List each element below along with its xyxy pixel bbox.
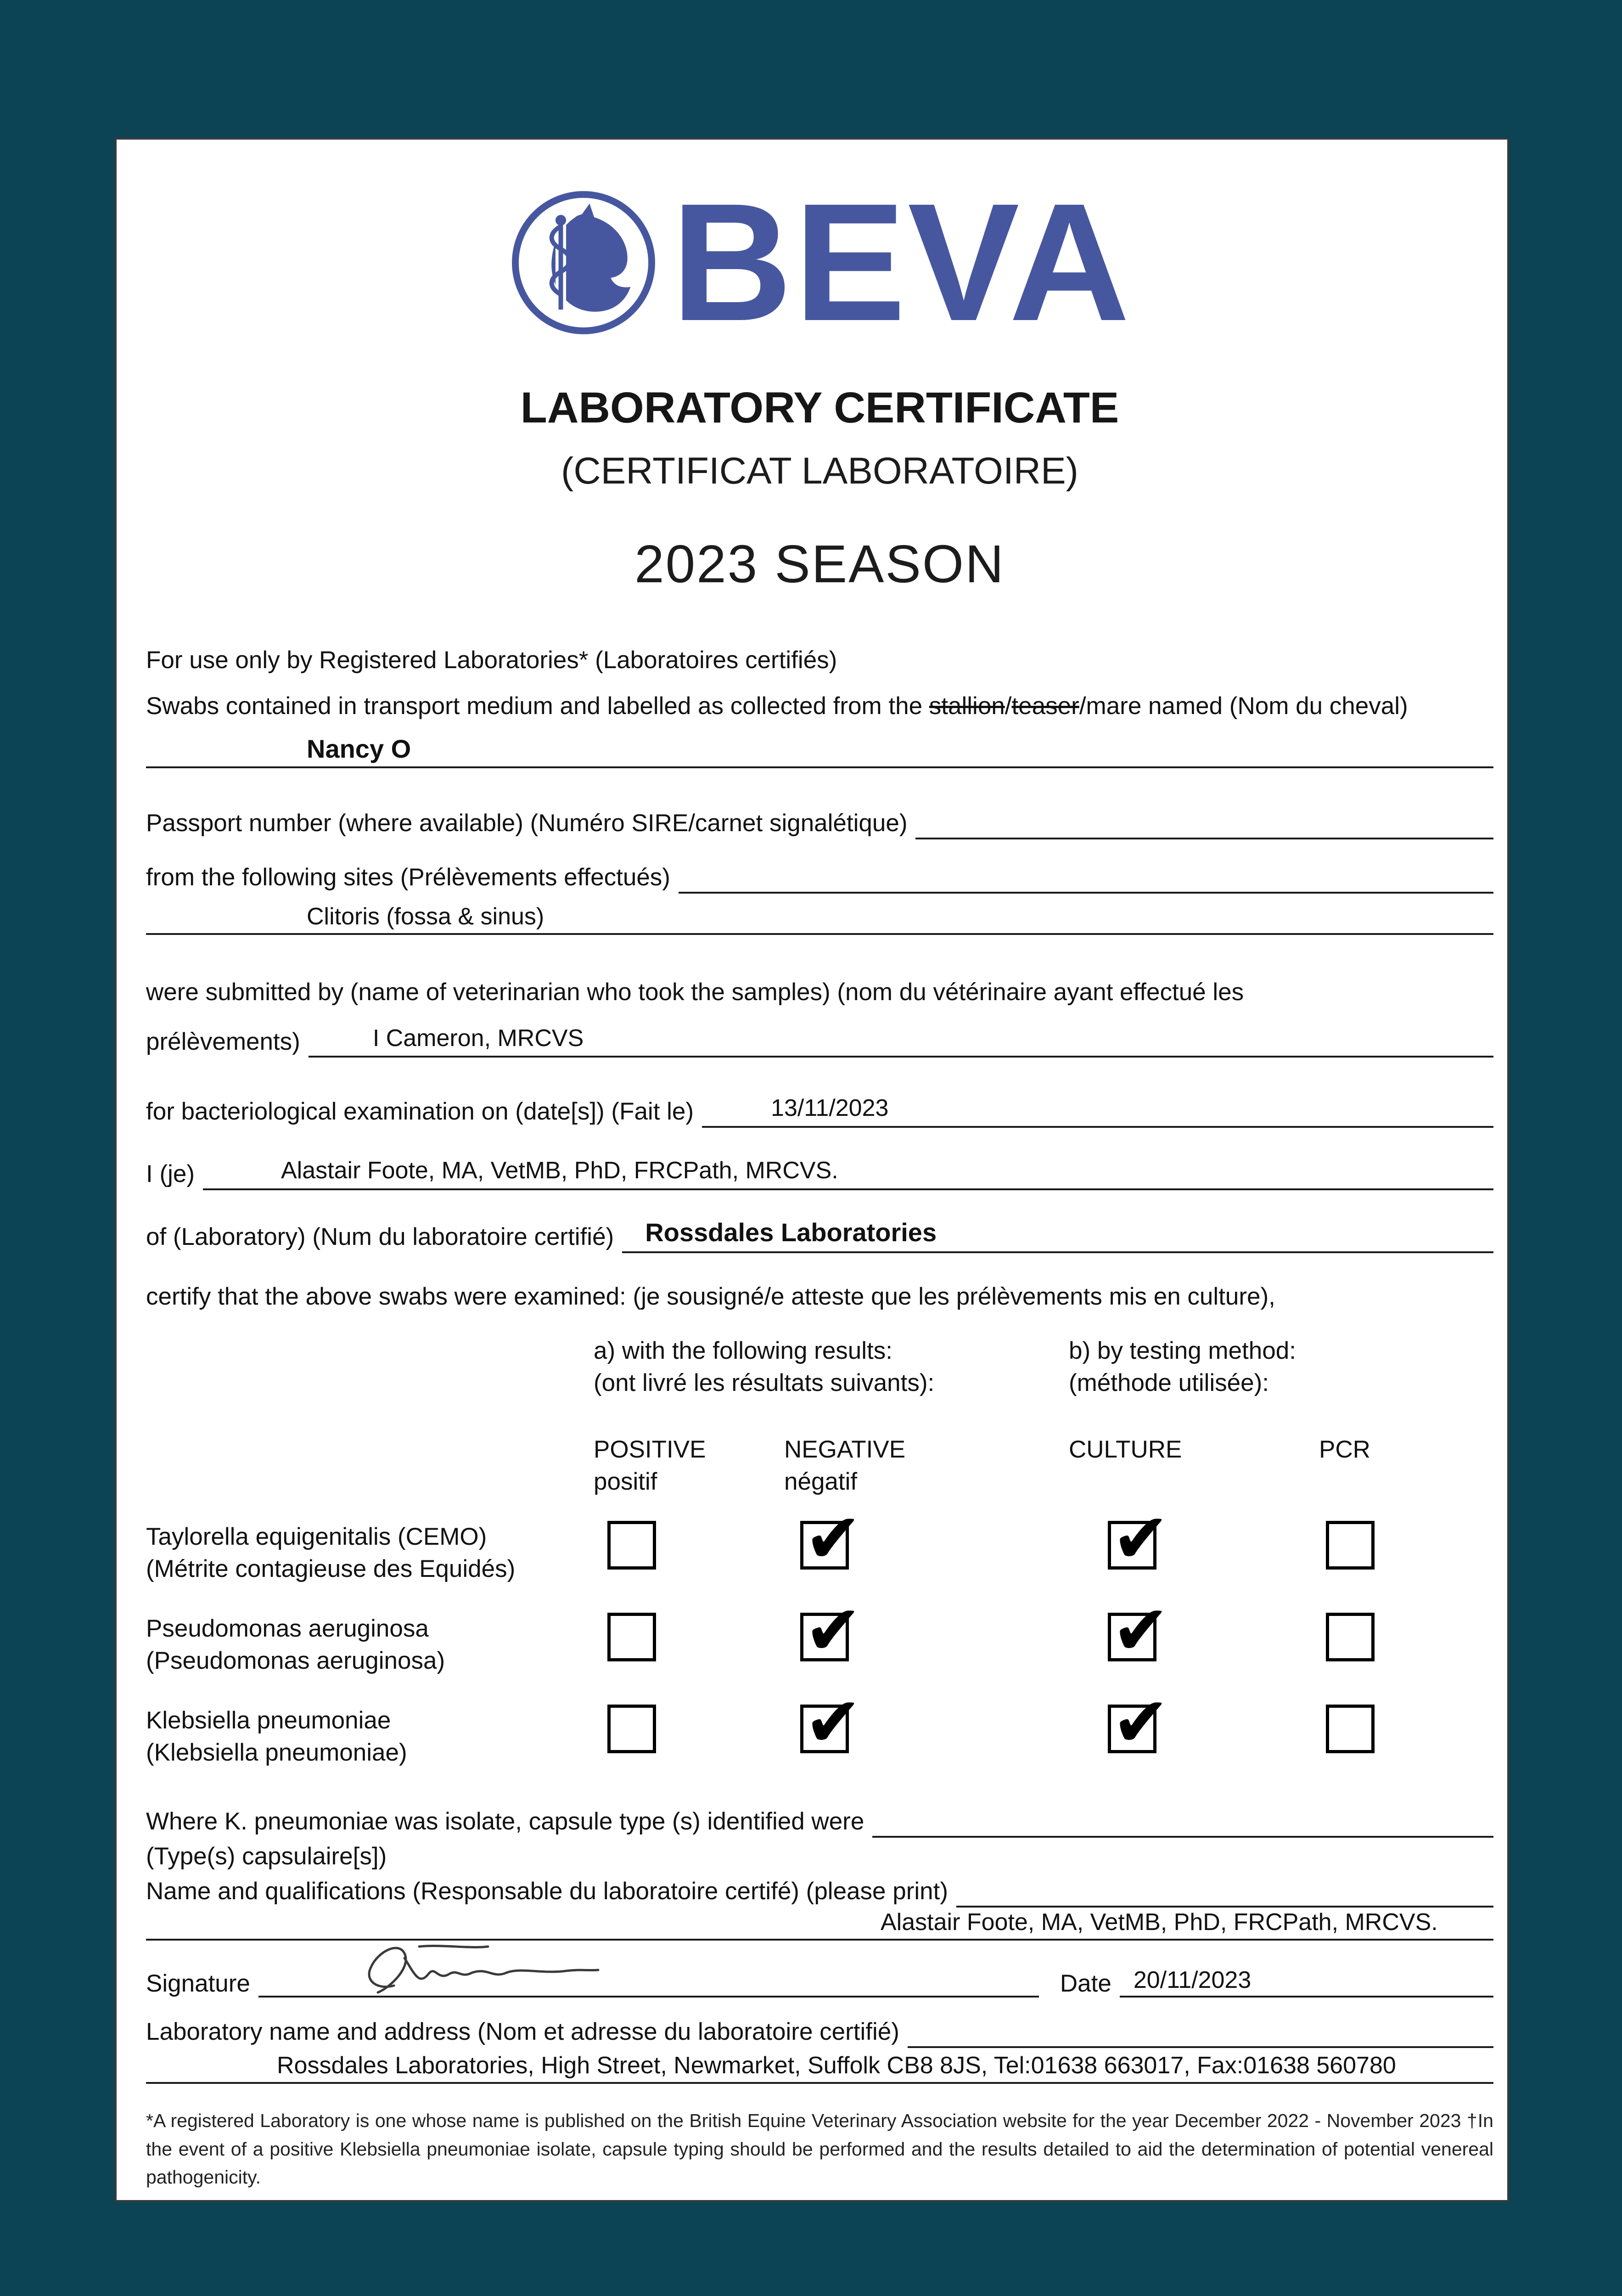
sites-value-field: [146, 903, 1493, 935]
declarant-line: [203, 1154, 1493, 1190]
swabs-label-pre: Swabs contained in transport medium and labelled as collected from the: [146, 692, 929, 720]
declarant-label: I (je): [146, 1160, 195, 1188]
positive-label-fr: positif: [594, 1468, 657, 1496]
veterinarian-line: [309, 1022, 1493, 1058]
organism-label: [146, 1521, 515, 1585]
lab-address-value-field: [146, 2052, 1493, 2084]
certificate-header: [146, 169, 1493, 595]
organism-name: Taylorella equigenitalis (CEMO): [146, 1523, 487, 1551]
date-label: Date: [1060, 1970, 1111, 1998]
lab-address-label: Laboratory name and address (Nom et adresse du laboratoire certifié): [146, 2018, 899, 2046]
beva-logo: [146, 169, 1493, 356]
date-value: 20/11/2023: [1133, 1967, 1252, 1994]
sites-field: [146, 861, 1493, 894]
lab-address-line: [908, 2035, 1493, 2048]
lab-address-value: Rossdales Laboratories, High Street, Newmarket, Suffolk CB8 8JS, Tel:01638 663017, Fax:01638 560780: [277, 2052, 1396, 2079]
checkbox-culture: [1108, 1590, 1170, 1671]
stallion-struck-text: stallion: [929, 692, 1005, 720]
declarant-value: Alastair Foote, MA, VetMB, PhD, FRCPath, MRCVS.: [281, 1157, 838, 1184]
examination-date-line: [702, 1092, 1493, 1128]
certificate-title: LABORATORY CERTIFICATE: [520, 383, 1119, 432]
passport-label: Passport number (where available) (Numéro SIRE/carnet signalétique): [146, 809, 908, 837]
organism-label: [146, 1705, 407, 1769]
pcr-column-header: PCR: [1319, 1436, 1370, 1463]
swabs-label: [146, 690, 1493, 722]
footnote-text: *A registered Laboratory is one whose name is published on the British Equine Veterinary Association website for the year December 2022 - November 2023 †In the event of a positive Klebsiella pneumoniae isolate, capsule typing should be performed and the results detailed to aid the determination of potential venereal pathogenicity.: [146, 2110, 1493, 2188]
passport-line: [915, 827, 1493, 839]
checkbox-pcr: [1326, 1613, 1375, 1661]
method-column-label-fr: (méthode utilisée):: [1069, 1369, 1269, 1397]
name-qualifications-field: [146, 1875, 1493, 1908]
result-row-pseudomonas: [146, 1590, 1493, 1682]
signature-image: [341, 1930, 617, 2009]
check-mark: ✔: [804, 1682, 862, 1762]
negative-column-header: [784, 1434, 905, 1498]
swabs-label-post: /mare named (Nom du cheval): [1079, 692, 1408, 720]
lab-address-field: [146, 2016, 1493, 2048]
positive-column-header: [594, 1434, 706, 1498]
submitted-by-label-line2: prélèvements): [146, 1028, 300, 1055]
result-row-klebsiella: [146, 1682, 1493, 1773]
check-mark: ✔: [1112, 1498, 1170, 1579]
checkbox-positive: [607, 1705, 656, 1753]
check-mark: ✔: [1112, 1590, 1170, 1671]
positive-label: POSITIVE: [594, 1436, 706, 1463]
season-heading: 2023 SEASON: [634, 534, 1005, 594]
horse-name-value: Nancy O: [307, 734, 411, 763]
results-column-header: [594, 1335, 934, 1399]
name-qualifications-label: Name and qualifications (Responsable du laboratoire certifé) (please print): [146, 1878, 948, 1905]
check-mark: ✔: [804, 1498, 862, 1579]
name-qualifications-value: Alastair Foote, MA, VetMB, PhD, FRCPath, MRCVS.: [881, 1909, 1438, 1936]
results-column-label: a) with the following results:: [594, 1337, 893, 1365]
organism-name-fr: (Métrite contagieuse des Equidés): [146, 1555, 516, 1583]
checkbox-negative: [800, 1590, 862, 1671]
checkbox-negative: [800, 1498, 862, 1579]
sites-label: from the following sites (Prélèvements effectués): [146, 863, 670, 891]
submitted-by-field: [146, 1022, 1493, 1058]
certificate-subtitle-fr: (CERTIFICAT LABORATOIRE): [561, 450, 1078, 492]
registered-labs-note: For use only by Registered Laboratories* (Laboratoires certifiés): [146, 646, 837, 674]
sites-value: Clitoris (fossa & sinus): [307, 903, 544, 930]
sites-line: [679, 881, 1493, 894]
organism-name-fr: (Klebsiella pneumoniae): [146, 1739, 407, 1767]
laboratory-label: of (Laboratory) (Num du laboratoire certifié): [146, 1223, 614, 1251]
checkbox-culture: [1108, 1682, 1170, 1762]
laboratory-field: [146, 1216, 1493, 1253]
signature-label: Signature: [146, 1970, 250, 1998]
examination-date-label: for bacteriological examination on (date[s]) (Fait le): [146, 1098, 694, 1125]
checkbox-culture: [1108, 1498, 1170, 1579]
checkbox-pcr: [1326, 1521, 1375, 1570]
organism-name: Klebsiella pneumoniae: [146, 1707, 391, 1734]
results-subcolumns-header: [146, 1434, 1493, 1503]
culture-column-header: CULTURE: [1069, 1436, 1182, 1463]
checkbox-negative: [800, 1682, 862, 1762]
check-mark: ✔: [804, 1590, 862, 1671]
submitted-by-label-line1: were submitted by (name of veterinarian who took the samples) (nom du vétérinaire ayant effectué les: [146, 978, 1244, 1006]
horse-name-field: [146, 734, 1493, 768]
check-mark: ✔: [1112, 1682, 1170, 1762]
organism-name-fr: (Pseudomonas aeruginosa): [146, 1647, 445, 1675]
capsule-type-line: [872, 1825, 1493, 1838]
results-columns-header: [146, 1335, 1493, 1404]
result-row-taylorella: [146, 1498, 1493, 1590]
capsule-type-label: Where K. pneumoniae was isolate, capsule type (s) identified were: [146, 1808, 864, 1835]
date-field: [1120, 1966, 1493, 1998]
method-column-header: [1069, 1335, 1296, 1399]
examination-date-field: [146, 1092, 1493, 1128]
certificate-page: [115, 138, 1509, 2202]
beva-logo-text: BEVA: [671, 169, 1132, 356]
checkbox-positive: [607, 1613, 656, 1661]
negative-label: NEGATIVE: [784, 1436, 906, 1463]
name-qualifications-line: [956, 1895, 1493, 1908]
signature-field: [258, 1985, 1039, 1998]
capsule-type-field: [146, 1806, 1493, 1838]
slash-separator: /: [1005, 692, 1012, 720]
capsule-type-label-fr: (Type(s) capsulaire[s]): [146, 1843, 387, 1870]
checkbox-positive: [607, 1521, 656, 1570]
laboratory-line: [622, 1216, 1493, 1253]
organism-label: [146, 1613, 445, 1677]
results-column-label-fr: (ont livré les résultats suivants):: [594, 1369, 935, 1397]
certify-statement: certify that the above swabs were examined: (je sousigné/e atteste que les prélèvements mis en culture),: [146, 1283, 1275, 1311]
declarant-field: [146, 1154, 1493, 1190]
passport-field: [146, 807, 1493, 839]
beva-horse-logo-icon: [508, 187, 659, 338]
veterinarian-value: I Cameron, MRCVS: [372, 1024, 584, 1052]
method-column-label: b) by testing method:: [1069, 1337, 1296, 1365]
organism-name: Pseudomonas aeruginosa: [146, 1615, 429, 1643]
examination-date-value: 13/11/2023: [771, 1095, 889, 1122]
laboratory-value: Rossdales Laboratories: [645, 1218, 937, 1247]
negative-label-fr: négatif: [784, 1468, 858, 1496]
teaser-struck-text: teaser: [1011, 692, 1079, 720]
checkbox-pcr: [1326, 1705, 1375, 1753]
signature-row: [146, 1966, 1493, 1998]
